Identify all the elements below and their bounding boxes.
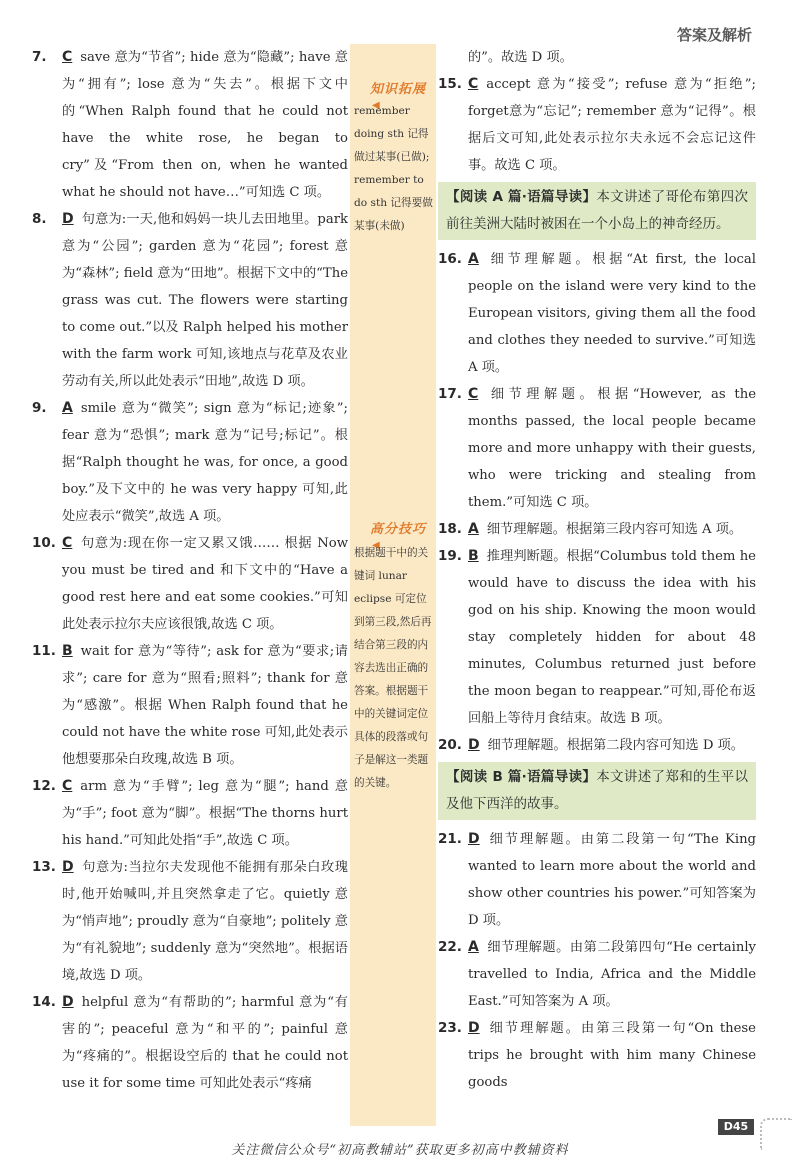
answer-item — [438, 826, 756, 934]
question-number: 7. — [32, 49, 47, 65]
reading-guide-b — [438, 762, 756, 820]
answer-letter: B — [468, 548, 479, 564]
tip-title-skill: 高分技巧 ◀ — [370, 518, 436, 552]
tip-text-skill: 根据题干中的关键词 lunar eclipse 可定位到第三段,然后再结合第三段的内容去选出正确的答案。根据题干中的关键词定位具体的段落或句子是解这一类题的关键。 — [354, 547, 432, 789]
explanation-text: wait for 意为“等待”; ask for 意为“要求;请求”; care for 意为“照看;照料”; thank for 意为“感激”。根据 When Ralph found that he could not have the white rose 可知,此处表示他想要那朵白玫瑰,故选 B 项。 — [62, 644, 348, 767]
answer-item — [32, 44, 348, 206]
footer-note: 关注微信公众号“初高教辅站”获取更多初高中教辅资料 — [231, 1143, 569, 1158]
page-number: D45 — [718, 1119, 754, 1135]
question-number: 11. — [32, 643, 56, 659]
answer-item — [438, 732, 756, 759]
explanation-text: accept 意为“接受”; refuse 意为“拒绝”; forget意为“忘记”; remember 意为“记得”。根据后文可知,此处表示拉尔夫永远不会忘记这件事。故选 C 项。 — [468, 77, 756, 173]
question-number: 16. — [438, 251, 462, 267]
answer-letter: A — [62, 400, 73, 416]
question-number: 12. — [32, 778, 56, 794]
explanation-text: 细节理解题。由第二段第一句“The King wanted to learn more about the world and show other countries his power.”可知答案为 D 项。 — [468, 832, 756, 928]
answer-letter: C — [62, 778, 73, 794]
guide-tag-b: 【阅读 B 篇·语篇导读】 — [446, 769, 597, 785]
answer-item — [438, 516, 756, 543]
answer-letter: D — [62, 211, 74, 227]
continued-text: 的”。故选 D 项。 — [468, 50, 573, 65]
explanation-text: 句意为:一天,他和妈妈一块儿去田地里。park 意为“公园”; garden 意为“花园”; forest 意为“森林”; field 意为“田地”。根据下文中的“The grass was cut. The flowers were starting to come out.”以及 Ralph helped his mother with the farm work 可知,该地点与花草及农业劳动有关,所以此处表示“田地”,故选 D 项。 — [62, 212, 348, 389]
tip-text-knowledge: remember doing sth 记得做过某事(已做); remember to do sth 记得要做某事(未做) — [354, 105, 433, 232]
question-number: 19. — [438, 548, 462, 564]
answer-item — [438, 381, 756, 516]
question-number: 14. — [32, 994, 56, 1010]
question-number: 10. — [32, 535, 56, 551]
reading-guide-a — [438, 182, 756, 240]
answer-item — [32, 854, 348, 989]
answer-item — [32, 530, 348, 638]
question-number: 18. — [438, 521, 462, 537]
section-header: 答案及解析 — [676, 26, 752, 44]
answer-letter: C — [468, 386, 479, 402]
explanation-text: 句意为:当拉尔夫发现他不能拥有那朵白玫瑰时,他开始喊叫,并且突然拿走了它。quietly 意为“悄声地”; proudly 意为“自豪地”; politely 意为“有礼貌地”; suddenly 意为“突然地”。根据语境,故选 D 项。 — [62, 860, 348, 983]
right-column — [438, 44, 756, 1096]
answer-item — [438, 71, 756, 179]
explanation-text: 推理判断题。根据“Columbus told them he would have to discuss the idea with his god on his ship. Knowing the moon would stay completely hidden for about 48 minutes, Columbus returned just before the moon began to reappear.”可知,哥伦布返回船上等待月食结束。故选 B 项。 — [468, 549, 756, 726]
sidebar — [350, 44, 436, 1126]
explanation-text: 细节理解题。由第三段第一句“On these trips he brought with him many Chinese goods — [468, 1021, 756, 1090]
answer-letter: D — [62, 994, 74, 1010]
explanation-text: 细节理解题。根据第二段内容可知选 D 项。 — [487, 738, 744, 753]
question-number: 20. — [438, 737, 462, 753]
left-column — [32, 44, 348, 1097]
explanation-text: arm 意为“手臂”; leg 意为“腿”; hand 意为“手”; foot 意为“脚”。根据“The thorns hurt his hand.”可知此处指“手”,故选 C 项。 — [62, 779, 348, 848]
answer-letter: A — [468, 521, 479, 537]
question-number: 21. — [438, 831, 462, 847]
guide-text-b: 本文讲述了郑和的生平以及他下西洋的故事。 — [446, 769, 748, 812]
explanation-text: 细节理解题。根据第三段内容可知选 A 项。 — [486, 522, 743, 537]
explanation-text: 细节理解题。根据“At first, the local people on the island were very kind to the European visitors, giving them all the food and clothes they needed to survive.”可知选 A 项。 — [468, 252, 756, 375]
question-number: 13. — [32, 859, 56, 875]
guide-text-a: 本文讲述了哥伦布第四次前往美洲大陆时被困在一个小岛上的神奇经历。 — [446, 189, 749, 232]
answer-letter: A — [468, 251, 479, 267]
explanation-text: smile 意为“微笑”; sign 意为“标记;迹象”; fear 意为“恐惧”; mark 意为“记号;标记”。根据“Ralph thought he was, for once, a good boy.”及下文中的 he was very happy 可知,此处应表示“微笑”,故选 A 项。 — [62, 401, 348, 524]
explanation-text: 细节理解题。由第二段第四句“He certainly travelled to India, Africa and the Middle East.”可知答案为 A 项。 — [468, 940, 756, 1009]
answer-letter: D — [468, 831, 480, 847]
tip-title-knowledge: 知识拓展 ◀ — [370, 78, 436, 112]
answer-item — [438, 1015, 756, 1096]
explanation-text: save 意为“节省”; hide 意为“隐藏”; have 意为“拥有”; lose 意为“失去”。根据下文中的“When Ralph found that he could not have the white rose, he began to cry”及“From then on, when he wanted what he should not have…”可知选 C 项。 — [62, 50, 348, 200]
answer-letter: C — [62, 49, 73, 65]
answer-letter: B — [62, 643, 73, 659]
answer-item — [32, 395, 348, 530]
explanation-text: helpful 意为“有帮助的”; harmful 意为“有害的”; peaceful 意为“和平的”; painful 意为“疼痛的”。根据设空后的 that he could not use it for some time 可知此处表示“疼痛 — [62, 995, 348, 1091]
answer-letter: C — [62, 535, 73, 551]
explanation-text: 细节理解题。根据“However, as the months passed, the local people became more and more unhappy with their guests, who were tricking and stealing from them.”可知选 C 项。 — [468, 387, 756, 510]
answer-item — [32, 638, 348, 773]
answer-letter: D — [62, 859, 74, 875]
answer-letter: D — [468, 1020, 480, 1036]
answer-item — [32, 206, 348, 395]
question-number: 22. — [438, 939, 462, 955]
question-number: 15. — [438, 76, 462, 92]
guide-tag-a: 【阅读 A 篇·语篇导读】 — [446, 189, 597, 205]
question-number: 8. — [32, 211, 47, 227]
answer-letter: C — [468, 76, 479, 92]
question-number: 9. — [32, 400, 47, 416]
question-number: 23. — [438, 1020, 462, 1036]
answer-item — [32, 989, 348, 1097]
answer-letter: A — [468, 939, 479, 955]
answer-letter: D — [468, 737, 480, 753]
answer-item — [438, 934, 756, 1015]
explanation-text: 句意为:现在你一定又累又饿…… 根据 Now you must be tired and 和下文中的“Have a good rest here and eat some cookies.”可知此处表示拉尔夫应该很饿,故选 C 项。 — [62, 536, 348, 632]
answer-item — [438, 543, 756, 732]
answer-item — [438, 246, 756, 381]
answer-item — [32, 773, 348, 854]
question-number: 17. — [438, 386, 462, 402]
